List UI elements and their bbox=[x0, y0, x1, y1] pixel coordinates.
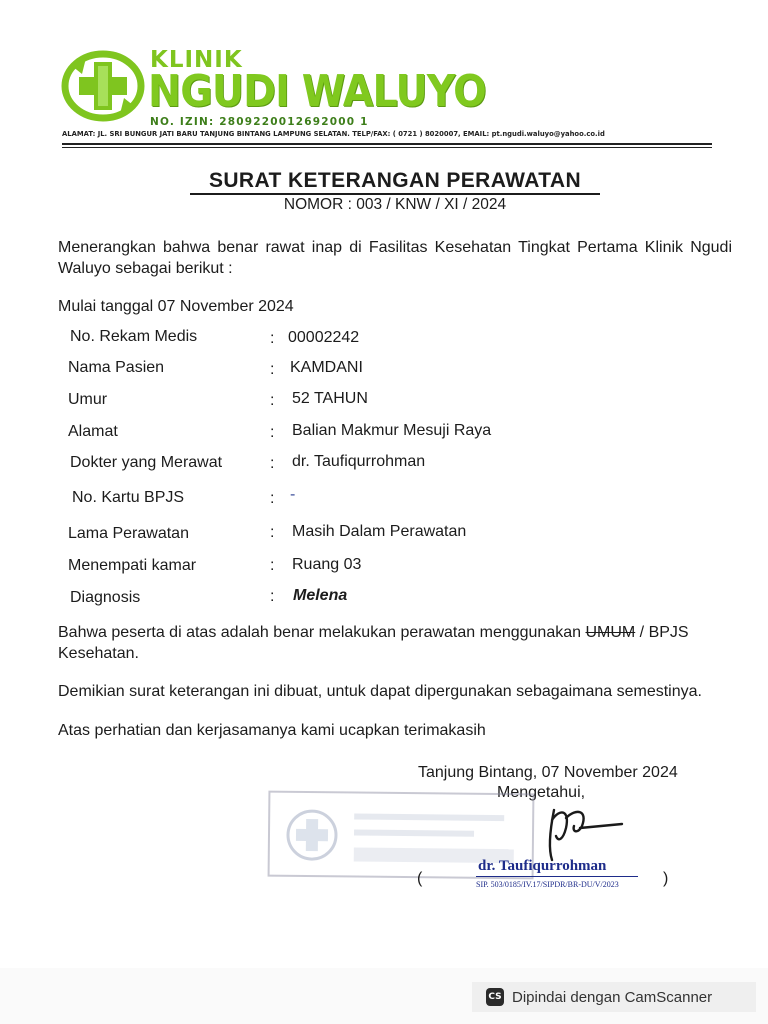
field-value-age: 52 TAHUN bbox=[292, 390, 368, 407]
field-value-room: Ruang 03 bbox=[292, 556, 362, 573]
field-colon: : bbox=[270, 557, 275, 574]
acknowledged-label: Mengetahui, bbox=[497, 784, 586, 801]
field-value-duration: Masih Dalam Perawatan bbox=[292, 523, 467, 540]
camscanner-text: Dipindai dengan CamScanner bbox=[512, 988, 713, 1006]
intro-paragraph: Menerangkan bahwa benar rawat inap di Fasilitas Kesehatan Tingkat Pertama Klinik Ngudi Waluyo sebagai berikut : bbox=[58, 239, 732, 277]
field-value-medical-record: 00002242 bbox=[288, 329, 360, 346]
field-colon: : bbox=[270, 524, 275, 541]
statement-paragraph bbox=[58, 622, 732, 664]
field-label-age: Umur bbox=[68, 391, 108, 408]
field-label-medical-record: No. Rekam Medis bbox=[70, 328, 198, 345]
field-label-doctor: Dokter yang Merawat bbox=[70, 454, 223, 471]
clinic-logo-icon bbox=[60, 48, 146, 124]
statement-text-end: / BPJS Kesehatan. bbox=[58, 624, 689, 662]
field-value-bpjs-card: - bbox=[290, 486, 296, 503]
field-value-patient-name: KAMDANI bbox=[290, 359, 363, 376]
place-date: Tanjung Bintang, 07 November 2024 bbox=[418, 764, 678, 781]
clinic-label: KLINIK bbox=[150, 47, 243, 73]
title-underline bbox=[190, 193, 600, 195]
field-label-room: Menempati kamar bbox=[68, 557, 197, 574]
clinic-name: NGUDI WALUYO bbox=[148, 66, 486, 117]
letterhead-rule-thin bbox=[62, 147, 712, 148]
field-colon: : bbox=[270, 392, 275, 409]
clinic-address: ALAMAT: JL. SRI BUNGUR JATI BARU TANJUNG BINTANG LAMPUNG SELATAN. TELP/FAX: ( 0721 ) 8020007, EMAIL: pt.ngudi.waluyo@yahoo.co.id bbox=[62, 130, 605, 138]
field-label-duration: Lama Perawatan bbox=[68, 525, 189, 542]
field-label-patient-name: Nama Pasien bbox=[68, 359, 165, 376]
thanks-line: Atas perhatian dan kerjasamanya kami ucapkan terimakasih bbox=[58, 722, 486, 739]
doctor-sip-number: SIP. 503/0185/IV.17/SIPDR/BR-DU/V/2023 bbox=[476, 880, 619, 889]
camscanner-badge bbox=[472, 982, 756, 1012]
handwritten-signature bbox=[536, 800, 626, 862]
doctor-name: dr. Taufiqurrohman bbox=[478, 858, 607, 874]
field-value-diagnosis: Melena bbox=[293, 587, 348, 604]
license-number: NO. IZIN: 2809220012692000 1 bbox=[150, 116, 369, 128]
start-date: Mulai tanggal 07 November 2024 bbox=[58, 298, 294, 315]
field-value-address: Balian Makmur Mesuji Raya bbox=[292, 422, 492, 439]
document-title: SURAT KETERANGAN PERAWATAN bbox=[208, 169, 582, 192]
doctor-underline bbox=[476, 876, 638, 877]
field-label-bpjs-card: No. Kartu BPJS bbox=[72, 489, 185, 506]
field-colon: : bbox=[270, 361, 275, 378]
closing-paragraph: Demikian surat keterangan ini dibuat, untuk dapat dipergunakan sebagaimana semestinya. bbox=[58, 683, 702, 700]
field-colon: : bbox=[270, 588, 275, 605]
field-colon: : bbox=[270, 455, 275, 472]
field-label-diagnosis: Diagnosis bbox=[70, 589, 141, 606]
document-number: NOMOR : 003 / KNW / XI / 2024 bbox=[283, 196, 507, 213]
field-colon: : bbox=[270, 330, 275, 347]
field-value-doctor: dr. Taufiqurrohman bbox=[292, 453, 426, 470]
paren-close: ) bbox=[663, 870, 669, 887]
field-colon: : bbox=[270, 490, 275, 507]
camscanner-icon: CS bbox=[486, 988, 504, 1006]
letterhead-rule bbox=[62, 143, 712, 145]
field-colon: : bbox=[270, 424, 275, 441]
statement-text: Bahwa peserta di atas adalah benar melakukan perawatan menggunakan bbox=[58, 624, 586, 641]
struck-option: UMUM bbox=[585, 624, 636, 641]
field-label-address: Alamat bbox=[68, 423, 118, 440]
paren-open: ( bbox=[417, 870, 423, 887]
